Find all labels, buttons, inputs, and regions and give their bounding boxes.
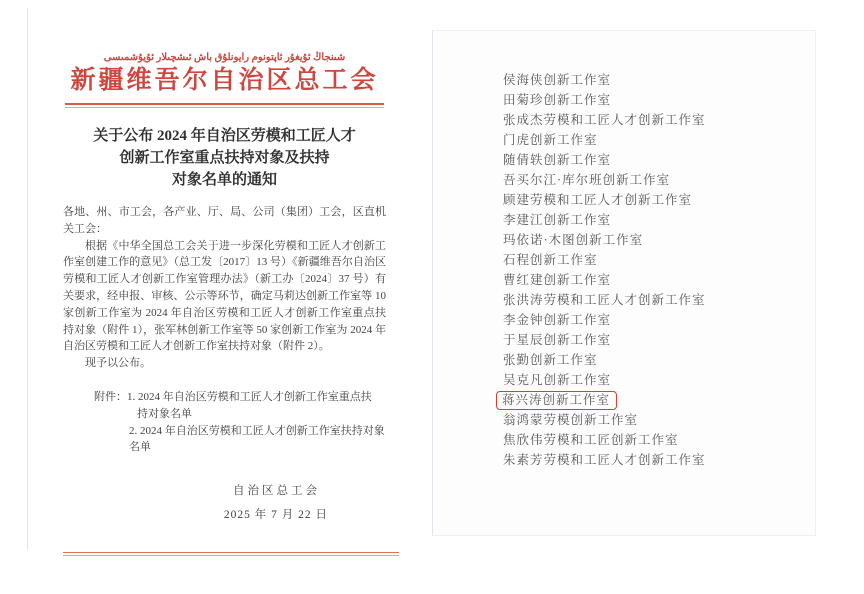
document-title-line: 对象名单的通知 [171, 172, 277, 188]
list-item: 李金钟创新工作室 [503, 313, 612, 327]
list-item: 门虎创新工作室 [503, 133, 598, 147]
highlighted-list-item [503, 390, 815, 410]
document-body [63, 204, 386, 372]
list-item: 石程创新工作室 [503, 253, 598, 267]
header-red-rule [65, 103, 384, 108]
list-item: 翁鸿蒙劳模创新工作室 [503, 413, 639, 427]
list-item: 朱素芳劳模和工匠人才创新工作室 [503, 453, 706, 467]
list-item: 侯海侠创新工作室 [503, 73, 612, 87]
list-item: 玛依诺·木图创新工作室 [503, 233, 644, 247]
document-title-line: 创新工作室重点扶持对象及扶持 [119, 150, 330, 166]
attachment-line: 持对象名单 [137, 407, 192, 420]
document-title [63, 125, 386, 191]
list-page [432, 30, 816, 536]
attachment-line: 2. 2024 年自治区劳模和工匠人才创新工作室扶持对象名单 [129, 424, 385, 454]
list-item: 顾建劳模和工匠人才创新工作室 [503, 193, 693, 207]
salutation: 各地、州、市工会，各产业、厅、局、公司（集团）工会，区直机关工会： [63, 206, 386, 235]
list-item: 曹红建创新工作室 [503, 273, 612, 287]
signature-block [63, 479, 386, 527]
workshop-list [433, 31, 815, 470]
list-item: 张成杰劳模和工匠人才创新工作室 [503, 113, 706, 127]
document-title-line: 关于公布 2024 年自治区劳模和工匠人才 [93, 128, 356, 144]
list-item: 张勤创新工作室 [503, 353, 598, 367]
list-item: 焦欣伟劳模和工匠创新工作室 [503, 433, 679, 447]
highlight-box [496, 391, 617, 410]
uyghur-org-name: شىنجاڭ ئۇيغۇر ئاپتونوم رايونلۇق باش ئىشچىلار ئۇيۇشمىسى [103, 52, 346, 63]
list-item: 于星辰创新工作室 [503, 333, 612, 347]
list-item: 吾买尔江·库尔班创新工作室 [503, 173, 671, 187]
org-name-heading: 新疆维吾尔自治区总工会 [70, 67, 379, 94]
list-item: 吴克凡创新工作室 [503, 373, 612, 387]
signature-date: 2025 年 7 月 22 日 [223, 509, 328, 522]
list-item: 李建江创新工作室 [503, 213, 612, 227]
notice-page [27, 8, 411, 550]
list-item-label: 蒋兴涛创新工作室 [502, 393, 611, 407]
body-paragraph: 根据《中华全国总工会关于进一步深化劳模和工匠人才创新工作室创建工作的意见》（总工发〔2017〕13 号）《新疆维吾尔自治区劳模和工匠人才创新工作室管理办法》（新工办〔2024〕37 号）有关要求，经申报、审核、公示等环节，确定马莉达创新工作室等 10 家创新工作室为 2024 年自治区劳模和工匠人才创新工作室重点扶持对象（附件 1），张军林创新工作室等 50 家创新工作室为 2024 年自治区劳模和工匠人才创新工作室扶持对象（附件 2）。 [63, 239, 386, 353]
list-item: 田菊珍创新工作室 [503, 93, 612, 107]
signature-org: 自治区总工会 [233, 485, 320, 498]
publish-statement: 现予以公布。 [85, 357, 151, 370]
attachments-block [63, 389, 386, 456]
list-item: 张洪涛劳模和工匠人才创新工作室 [503, 293, 706, 307]
list-item: 随倩轶创新工作室 [503, 153, 612, 167]
attachment-line: 附件：1. 2024 年自治区劳模和工匠人才创新工作室重点扶 [94, 390, 372, 403]
footer-red-rule [63, 552, 399, 556]
